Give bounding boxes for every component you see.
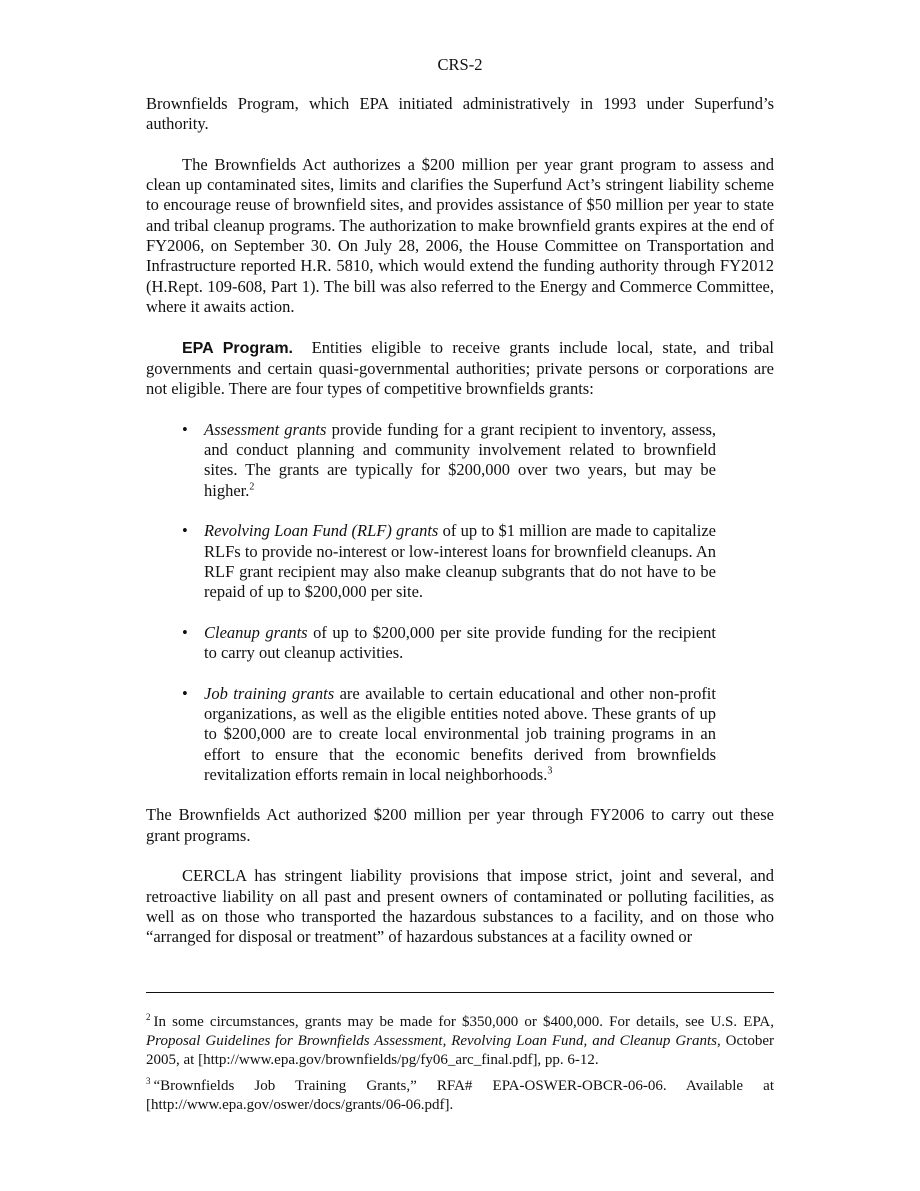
paragraph-epa-program <box>146 338 774 400</box>
bullet-glyph: • <box>182 419 188 439</box>
grant-term: Job training grants <box>204 683 335 703</box>
bullet-glyph: • <box>182 521 188 541</box>
grant-description: of up to $200,000 per site provide funding for the recipient to carry out cleanup activities. <box>204 622 717 663</box>
run-in-heading: EPA Program. <box>182 339 294 357</box>
grant-description: are available to certain educational and other non-profit organizations, as well as the eligible entities noted above. These grants of up to $200,000 are to create local environmental job training programs in an effort to ensure that the economic benefits derived from brownfields revitalization efforts remain in local neighborhoods. <box>204 683 716 784</box>
footnote-2 <box>146 1013 774 1070</box>
list-item <box>146 623 774 664</box>
list-item <box>146 521 774 602</box>
page-header: CRS-2 <box>437 55 483 74</box>
footnotes <box>146 1013 774 1122</box>
paragraph-cercla-liability: CERCLA has stringent liability provisions that impose strict, joint and several, and retroactive liability on all past and present owners of contaminated or polluting facilities, as well as on those who transported the hazardous substances to a facility, and on those who “arranged for disposal or treatment” of hazardous substances at a facility owned or <box>146 866 774 947</box>
paragraph-brownfields-act: The Brownfields Act authorizes a $200 million per year grant program to assess and clean up contaminated sites, limits and clarifies the Superfund Act’s stringent liability scheme to encourage reuse of brownfield sites, and provides assistance of $50 million per year to state and tribal cleanup programs. The authorization to make brownfield grants expires at the end of FY2006, on September 30. On July 28, 2006, the House Committee on Transportation and Infrastructure reported H.R. 5810, which would extend the funding authority through FY2012 (H.Rept. 109-608, Part 1). The bill was also referred to the Energy and Commerce Committee, where it awaits action. <box>146 154 774 316</box>
grant-types-list <box>146 420 774 785</box>
footnote-ref: 3 <box>547 765 553 777</box>
footnote-number: 3 <box>146 1076 151 1086</box>
footnote-divider <box>146 992 774 993</box>
footnote-citation-title: Proposal Guidelines for Brownfields Assessment, Revolving Loan Fund, and Cleanup Grants <box>146 1033 718 1049</box>
footnote-3 <box>146 1077 774 1115</box>
grant-term: Assessment grants <box>204 419 327 439</box>
footnote-ref: 2 <box>249 481 255 493</box>
list-item <box>146 684 774 785</box>
epa-program-text: Entities eligible to receive grants include local, state, and tribal governments and certain quasi-governmental authorities; private persons or corporations are not eligible. There are four types of competitive brownfields grants: <box>146 337 775 399</box>
footnote-text: “Brownfields Job Training Grants,” RFA# EPA-OSWER-OBCR-06-06. Available at [http://www.epa.gov/oswer/docs/grants/06-06.pdf]. <box>146 1078 774 1113</box>
grant-term: Revolving Loan Fund (RLF) grants <box>204 521 439 541</box>
list-item <box>146 420 774 501</box>
paragraph-authorization: The Brownfields Act authorized $200 million per year through FY2006 to carry out these grant programs. <box>146 805 774 845</box>
document-body <box>146 94 774 968</box>
paragraph-program-intro: Brownfields Program, which EPA initiated administratively in 1993 under Superfund’s authority. <box>146 94 774 134</box>
bullet-glyph: • <box>182 683 188 703</box>
footnote-text: In some circumstances, grants may be made for $350,000 or $400,000. For details, see U.S. EPA, <box>153 1014 774 1030</box>
footnote-number: 2 <box>146 1012 151 1022</box>
grant-description: of up to $1 million are made to capitalize RLFs to provide no-interest or low-interest loans for brownfield cleanups. An RLF grant recipient may also make cleanup subgrants that do not have to be repaid of up to $200,000 per site. <box>204 521 716 602</box>
footnote-text: , October 2005, at [http://www.epa.gov/brownfields/pg/fy06_arc_final.pdf], pp. 6-12. <box>146 1033 774 1068</box>
grant-term: Cleanup grants <box>204 622 308 642</box>
bullet-glyph: • <box>182 622 188 642</box>
grant-description: provide funding for a grant recipient to inventory, assess, and conduct planning and community involvement related to brownfield sites. The grants are typically for $200,000 over two years, but may be higher. <box>204 419 716 500</box>
